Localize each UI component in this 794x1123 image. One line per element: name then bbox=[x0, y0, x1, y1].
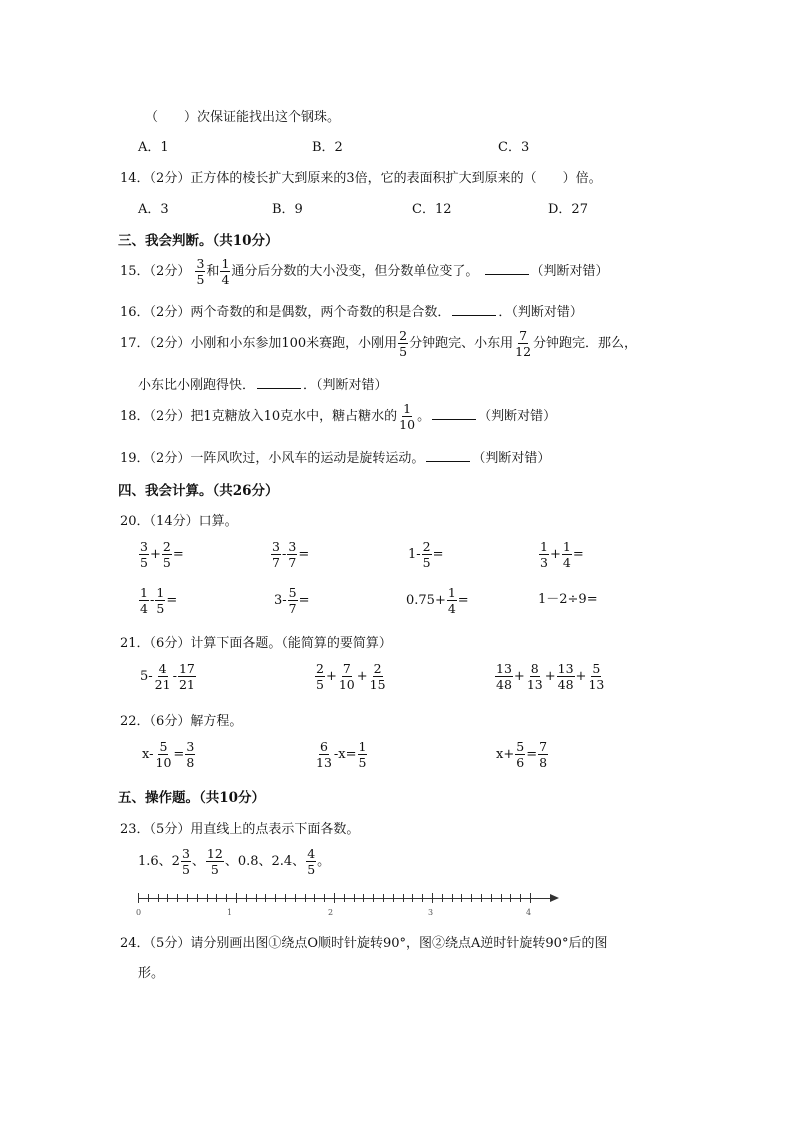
number-line-tick bbox=[207, 894, 208, 902]
number-line-major-tick bbox=[236, 893, 237, 903]
number-line-tick bbox=[363, 894, 364, 902]
number-line-tick bbox=[305, 894, 306, 902]
q20-expr-8: 1－2÷9= bbox=[538, 592, 598, 607]
number-line-tick bbox=[295, 894, 296, 902]
q15-text: 通分后分数的大小没变，但分数单位变了。 bbox=[231, 264, 479, 279]
q22-line: 22．（6分）解方程。 bbox=[120, 714, 243, 729]
number-line-tick bbox=[344, 894, 345, 902]
number-line-tick bbox=[422, 894, 423, 902]
q20-expr-6: 3- $\frac{5}{7}$ = bbox=[274, 585, 310, 616]
q23-numbers: 1.6、2 $\frac{3}{5}$ 、 $\frac{12}{5}$ 、0.8、2.4、 $\frac{4}{5}$ 。 bbox=[138, 846, 331, 877]
number-line-tick bbox=[461, 894, 462, 902]
number-line-tick bbox=[481, 894, 482, 902]
number-line-labels bbox=[138, 908, 558, 920]
q15-number: 15． bbox=[120, 264, 150, 279]
number-line-ticks bbox=[138, 894, 538, 904]
number-line-tick bbox=[246, 894, 247, 902]
fraction: $\frac{1}{10}$ bbox=[399, 401, 416, 432]
number-line-tick bbox=[510, 894, 511, 902]
q14-option-d[interactable]: D．27 bbox=[548, 202, 588, 217]
q13-option-b[interactable]: B．2 bbox=[312, 140, 343, 155]
number-line-tick bbox=[197, 894, 198, 902]
section-3-title: 三、我会判断。（共10分） bbox=[118, 233, 279, 249]
number-line-tick bbox=[324, 894, 325, 902]
fraction: $\frac{1}{4}$ bbox=[221, 256, 230, 287]
q17-line-1: 17．（2分）小刚和小东参加100米赛跑，小刚用 $\frac{2}{5}$ 分钟跑完、小东用 $\frac{7}{12}$ 分钟跑完．那么， bbox=[120, 328, 638, 359]
section-5-title: 五、操作题。（共10分） bbox=[118, 790, 266, 806]
q13-option-c[interactable]: C．3 bbox=[498, 140, 530, 155]
number-line-tick bbox=[148, 894, 149, 902]
q21-expr-3: $\frac{13}{48}$ + $\frac{8}{13}$ + $\frac{13}{48}$ + $\frac{5}{13}$ bbox=[496, 661, 605, 692]
q20-expr-7: 0.75+ $\frac{1}{4}$ = bbox=[406, 585, 469, 616]
arrow-right-icon bbox=[550, 894, 559, 902]
number-line-tick bbox=[403, 894, 404, 902]
number-line-tick bbox=[354, 894, 355, 902]
q22-eq-3: x+ $\frac{5}{6}$ = $\frac{7}{8}$ bbox=[496, 739, 548, 770]
number-line-tick bbox=[158, 894, 159, 902]
number-line-tick bbox=[177, 894, 178, 902]
number-line-tick bbox=[256, 894, 257, 902]
number-line-major-tick bbox=[530, 893, 531, 903]
number-line-tick bbox=[520, 894, 521, 902]
q14-score: （2分） bbox=[149, 171, 191, 186]
axis-label-3: 3 bbox=[428, 908, 434, 917]
q20-line: 20．（14分）口算。 bbox=[120, 514, 238, 529]
q13-stem: （ ）次保证能找出这个钢珠。 bbox=[145, 110, 341, 125]
q20-expr-1: $\frac{3}{5}$ + $\frac{2}{5}$ = bbox=[140, 539, 184, 570]
answer-blank[interactable] bbox=[452, 305, 496, 316]
axis-label-2: 2 bbox=[328, 908, 334, 917]
q19-line: 19．（2分）一阵风吹过，小风车的运动是旋转运动。 （判断对错） bbox=[120, 451, 551, 466]
q13-option-a[interactable]: A．1 bbox=[138, 140, 169, 155]
q15-and: 和 bbox=[206, 264, 220, 279]
q20-expr-2: $\frac{3}{7}$ - $\frac{3}{7}$ = bbox=[272, 539, 310, 570]
number-line-tick bbox=[412, 894, 413, 902]
number-line-tick bbox=[471, 894, 472, 902]
fraction: $\frac{2}{5}$ bbox=[399, 328, 408, 359]
q17-line-2: 小东比小刚跑得快． ．（判断对错） bbox=[138, 378, 388, 393]
q21-line: 21．（6分）计算下面各题。（能简算的要简算） bbox=[120, 636, 392, 651]
q21-expr-1: 5- $\frac{4}{21}$ - $\frac{17}{21}$ bbox=[140, 661, 195, 692]
q21-expr-2: $\frac{2}{5}$ + $\frac{7}{10}$ + $\frac{2}{15}$ bbox=[316, 661, 386, 692]
number-line-tick bbox=[216, 894, 217, 902]
q16-line: 16．（2分）两个奇数的和是偶数，两个奇数的积是合数． ．（判断对错） bbox=[120, 305, 583, 320]
answer-blank[interactable] bbox=[485, 264, 529, 275]
number-line-tick bbox=[265, 894, 266, 902]
answer-blank[interactable] bbox=[432, 409, 476, 420]
number-line-tick bbox=[285, 894, 286, 902]
number-line-tick bbox=[383, 894, 384, 902]
q14-text: 正方体的棱长扩大到原来的3倍，它的表面积扩大到原来的（ ）倍。 bbox=[190, 171, 602, 186]
section-4-title: 四、我会计算。（共26分） bbox=[118, 483, 279, 499]
number-line-tick bbox=[167, 894, 168, 902]
q14-option-c[interactable]: C．12 bbox=[412, 202, 452, 217]
number-line-tick bbox=[442, 894, 443, 902]
q18-line: 18．（2分）把1克糖放入10克水中，糖占糖水的 $\frac{1}{10}$ 。 （判断对错） bbox=[120, 401, 557, 432]
number-line-tick bbox=[226, 894, 227, 902]
axis-label-1: 1 bbox=[227, 908, 233, 917]
fraction: $\frac{7}{12}$ bbox=[515, 328, 532, 359]
fraction: $\frac{3}{5}$ bbox=[196, 256, 205, 287]
q20-expr-3: 1- $\frac{2}{5}$ = bbox=[408, 539, 444, 570]
q20-expr-4: $\frac{1}{3}$ + $\frac{1}{4}$ = bbox=[540, 539, 584, 570]
q15-line bbox=[120, 256, 609, 287]
q22-eq-1: x- $\frac{5}{10}$ = $\frac{3}{8}$ bbox=[142, 739, 195, 770]
q24-line-1: 24．（5分）请分别画出图①绕点O顺时针旋转90°，图②绕点A逆时针旋转90°后的图 bbox=[120, 936, 608, 951]
number-line-tick bbox=[393, 894, 394, 902]
q23-line: 23．（5分）用直线上的点表示下面各数。 bbox=[120, 822, 360, 837]
number-line-tick bbox=[275, 894, 276, 902]
number-line-tick bbox=[187, 894, 188, 902]
answer-blank[interactable] bbox=[257, 378, 301, 389]
q14-number: 14． bbox=[120, 171, 150, 186]
q14-option-a[interactable]: A．3 bbox=[138, 202, 169, 217]
q15-tail: （判断对错） bbox=[530, 264, 609, 279]
answer-blank[interactable] bbox=[426, 451, 470, 462]
number-line-tick bbox=[314, 894, 315, 902]
axis-label-4: 4 bbox=[526, 908, 532, 917]
number-line-tick bbox=[491, 894, 492, 902]
q14-option-b[interactable]: B．9 bbox=[272, 202, 303, 217]
number-line-tick bbox=[373, 894, 374, 902]
number-line-major-tick bbox=[138, 893, 139, 903]
q22-eq-2: $\frac{6}{13}$ -x= $\frac{1}{5}$ bbox=[316, 739, 367, 770]
q24-line-2: 形。 bbox=[138, 966, 165, 981]
q15-score: （2分） bbox=[149, 264, 191, 279]
axis-label-0: 0 bbox=[136, 908, 142, 917]
q20-expr-5: $\frac{1}{4}$ - $\frac{1}{5}$ = bbox=[140, 585, 178, 616]
number-line-tick bbox=[452, 894, 453, 902]
number-line-tick bbox=[501, 894, 502, 902]
q14-line bbox=[120, 167, 602, 186]
number-line-major-tick bbox=[334, 893, 335, 903]
number-line-major-tick bbox=[432, 893, 433, 903]
